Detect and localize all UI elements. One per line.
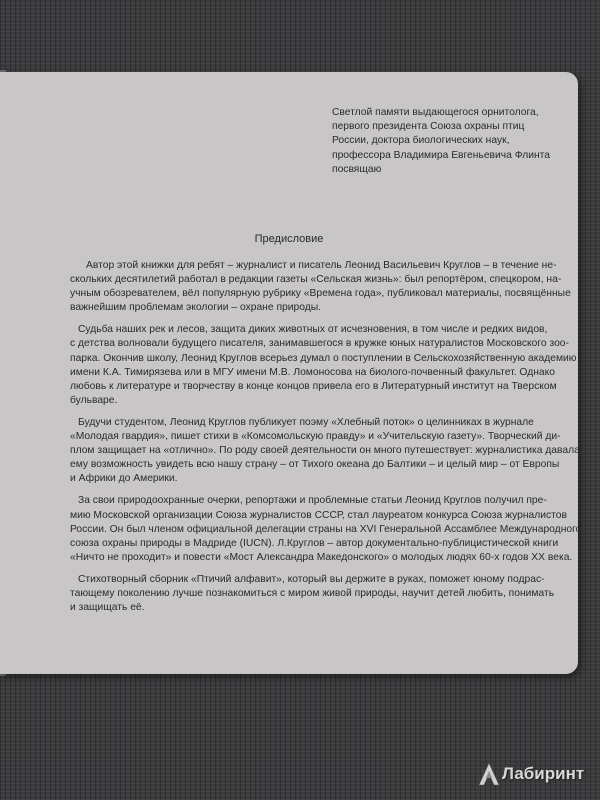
text-line: важнейшим проблемам экологии – охране природы. [70,302,322,314]
foreword-body [70,259,582,623]
text-line: России. Он был членом официальной делегации страны на XVI Генеральной Ассамблее Международного [70,523,582,535]
watermark-logo [478,760,598,790]
text-line: и защищать её. [70,602,145,614]
text-line: За свои природоохранные очерки, репортажи и проблемные статьи Леонид Круглов получил пре- [78,495,547,507]
text-line: имени К.А. Тимирязева или в МГУ имени М.В. Ломоносова на биолого-почвенный факультет. Однако [70,366,555,378]
text-line: скольких десятилетий работал в редакции газеты «Сельская жизнь»: был репортёром, спецкором, на- [70,274,562,286]
page-title: Предисловие [254,233,324,245]
text-line: Стихотворный сборник «Птичий алфавит», который вы держите в руках, поможет юному подрас- [78,573,545,585]
text-line: бульваре. [70,394,118,406]
dedication-line: России, доктора биологических наук, [332,135,510,147]
text-line: плом защищает на «отлично». По роду своей деятельности он много путешествует: журналистика давала [70,445,580,457]
paragraph [70,416,580,486]
labyrinth-logo-icon [478,762,500,786]
text-line: «Ничто не проходит» и повести «Мост Александра Македонского» о молодых людях 60-х годов XX века. [70,551,573,563]
text-line: «Молодая гвардия», пишет стихи в «Комсомольскую правду» и «Учительскую газету». Творческий ди- [70,431,561,443]
paragraph [70,573,555,615]
paragraph [70,259,571,315]
watermark-text: Лабиринт [502,764,585,783]
text-line: Автор этой книжки для ребят – журналист и писатель Леонид Васильевич Круглов – в течение не- [86,260,557,271]
text-line: любовь к литературе и творчеству в конце концов привела его в Литературный институт на Тверском [70,380,557,392]
text-line: союза охраны природы в Мадриде (IUCN). Л.Круглов – автор документально-публицистической книги [70,537,559,549]
text-line: Будучи студентом, Леонид Круглов публикует поэму «Хлебный поток» о целинниках в журнале [78,416,534,428]
dedication-line: посвящаю [332,163,382,175]
paragraph [70,494,582,564]
text-line: мию Московской организации Союза журналистов СССР, стал лауреатом конкурса Союза журналистов [70,509,567,521]
text-line: тающему поколению лучше познакомиться с миром живой природы, научит детей любить, понимать [70,587,555,599]
dedication-line: профессора Владимира Евгеньевича Флинта [332,149,550,161]
text-line: и Африки до Америки. [70,473,178,485]
dedication-line: Светлой памяти выдающегося орнитолога, [332,107,539,118]
text-line: с детства волновали будущего писателя, занимавшегося в кружке юных натуралистов Московского зоо- [70,338,569,350]
text-line: Судьба наших рек и лесов, защита диких животных от исчезновения, в том числе и редких видов, [78,324,548,336]
dedication-line: первого президента Союза охраны птиц [332,121,525,133]
text-line: ему возможность увидеть всю нашу страну – от Тихого океана до Балтики – и целый мир – от Европы [70,459,560,471]
dedication [332,106,572,177]
text-line: учным обозревателем, вёл популярную рубрику «Времена года», публиковал материалы, посвящённые [70,288,571,300]
paragraph [70,323,577,408]
text-line: парка. Окончив школу, Леонид Круглов всерьез думал о поступлении в Сельскохозяйственную академию [70,352,577,364]
